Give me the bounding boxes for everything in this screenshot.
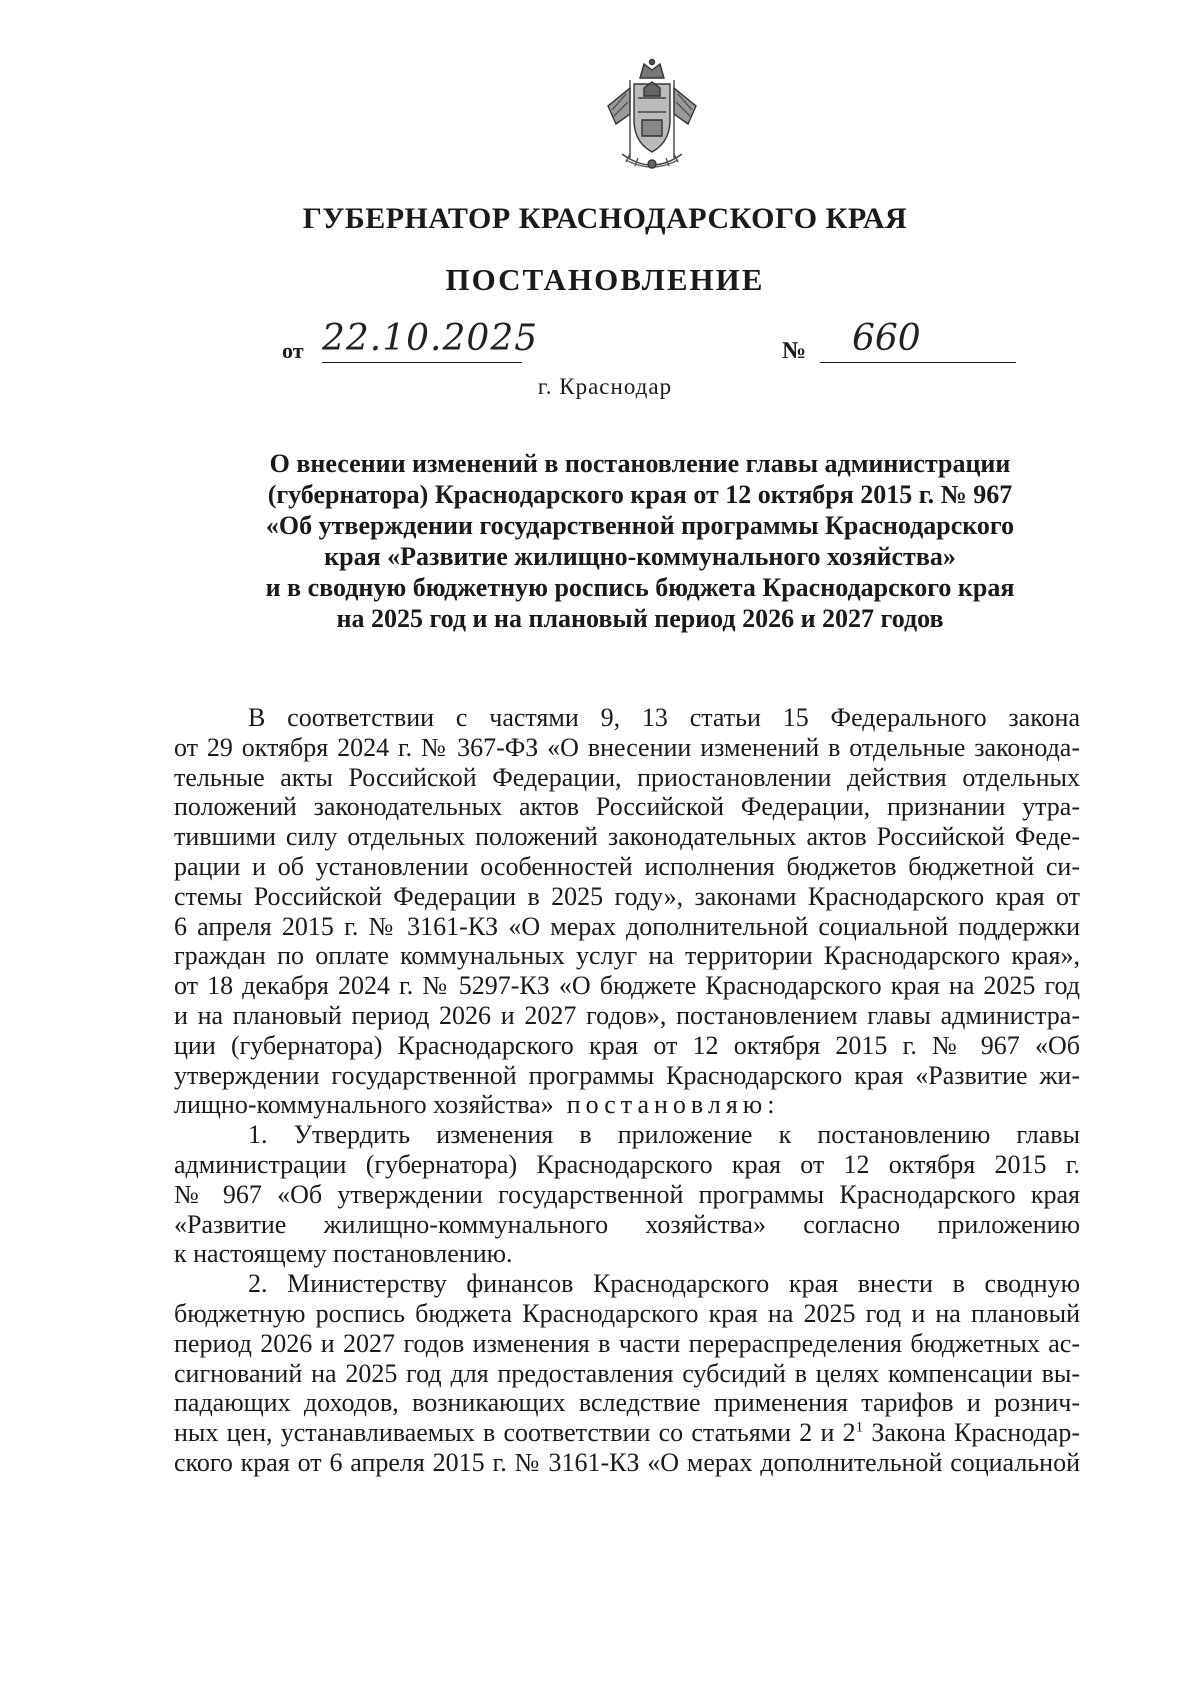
decree-word: постановляю: [566,1090,780,1120]
coat-of-arms-emblem [600,58,704,176]
date-number-row [282,318,1042,364]
body-line: 6 апреля 2015 г. № 3161-КЗ «О мерах дополнительной социальной поддержки [174,911,1080,941]
body-line: бюджетную роспись бюджета Краснодарского края на 2025 год и на плановый [174,1298,1080,1328]
number-underline [820,362,1016,363]
body-line: стемы Российской Федерации в 2025 году», законами Краснодарского края от [174,881,1080,911]
body-line: от 18 декабря 2024 г. № 5297-КЗ «О бюджете Краснодарского края на 2025 год [174,971,1080,1001]
issuing-authority: ГУБЕРНАТОР КРАСНОДАРСКОГО КРАЯ [302,202,908,235]
body-line-text: лищно-коммунального хозяйства» [174,1090,554,1120]
body-line: граждан по оплате коммунальных услуг на территории Краснодарского края», [174,941,1080,971]
city: г. Краснодар [537,374,673,399]
body-line: «Развитие жилищно-коммунального хозяйства» согласно приложению [174,1209,1080,1239]
body-line: падающих доходов, возникающих вследствие применения тарифов и рознич- [174,1388,1080,1418]
body-line: администрации (губернатора) Краснодарского края от 12 октября 2015 г. [174,1149,1080,1179]
body-line: тившими силу отдельных положений законодательных актов Российской Феде- [174,822,1080,852]
body-line: тельные акты Российской Федерации, приостановлении действия отдельных [174,762,1080,792]
body-line: ского края от 6 апреля 2015 г. № 3161-КЗ «О мерах дополнительной социальной [174,1447,1080,1477]
body-line: ции (губернатора) Краснодарского края от 12 октября 2015 г. № 967 «Об [174,1030,1080,1060]
title-line: на 2025 год и на плановый период 2026 и 2027 годов [336,604,944,633]
title-line: О внесении изменений в постановление главы администрации [269,449,1011,478]
body-line: 1. Утвердить изменения в приложение к постановлению главы [248,1120,1080,1150]
body-line: сигнований на 2025 год для предоставления субсидий в целях компенсации вы- [174,1358,1080,1388]
body-line-with-superscript [174,1418,1080,1448]
body-line: утверждении государственной программы Краснодарского края «Развитие жи- [174,1060,1080,1090]
document-body [174,703,1080,1478]
body-line: 2. Министерству финансов Краснодарского края внести в сводную [248,1269,1080,1299]
body-line-text: Закона Краснодар- [863,1418,1080,1448]
body-line: В соответствии с частями 9, 13 статьи 15 Федерального закона [248,703,1080,732]
date-prefix: от [282,338,304,363]
body-line-text: ных цен, устанавливаемых в соответствии со статьями 2 и 2 [174,1418,856,1448]
document-title [200,448,1080,634]
title-line: и в сводную бюджетную роспись бюджета Краснодарского края [265,573,1015,602]
body-line-with-decree-word [174,1090,1080,1120]
body-line: рации и об установлении особенностей исполнения бюджетов бюджетной си- [174,851,1080,881]
handwritten-number: 660 [852,318,921,359]
date-underline [322,362,522,363]
body-line: № 967 «Об утверждении государственной программы Краснодарского края [174,1179,1080,1209]
title-line: края «Развитие жилищно-коммунального хозяйства» [324,542,956,571]
handwritten-date: 22.10.2025 [322,318,539,359]
title-line: «Об утверждении государственной программы Краснодарского [265,511,1015,540]
body-line: период 2026 и 2027 годов изменения в части перераспределения бюджетных ас- [174,1328,1080,1358]
body-line: от 29 октября 2024 г. № 367-ФЗ «О внесении изменений в отдельные законода- [174,732,1080,762]
body-line: положений законодательных актов Российской Федерации, признании утра- [174,792,1080,822]
title-line: (губернатора) Краснодарского края от 12 октября 2015 г. № 967 [267,480,1013,509]
superscript: 1 [855,1419,864,1436]
document-type: ПОСТАНОВЛЕНИЕ [445,262,765,297]
body-line: и на плановый период 2026 и 2027 годов», постановлением главы администра- [174,1000,1080,1030]
number-sign: № [782,338,807,364]
body-line: к настоящему постановлению. [174,1239,513,1269]
